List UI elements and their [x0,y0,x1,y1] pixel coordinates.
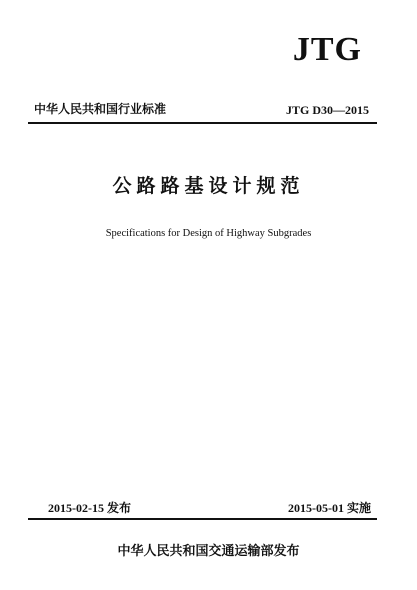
standard-code: JTG D30—2015 [285,103,369,117]
bottom-divider [28,518,377,520]
document-title-english: Specifications for Design of Highway Subgrades [105,228,312,239]
document-title-chinese: 公路路基设计规范 [112,175,305,197]
effective-date: 2015-05-01 实施 [288,501,371,515]
standard-category: 中华人民共和国行业标准 [34,102,167,116]
jtg-logo: JTG [292,31,362,68]
top-divider [28,122,377,124]
publisher-text: 中华人民共和国交通运输部发布 [117,544,300,559]
issue-date: 2015-02-15 发布 [48,501,131,515]
